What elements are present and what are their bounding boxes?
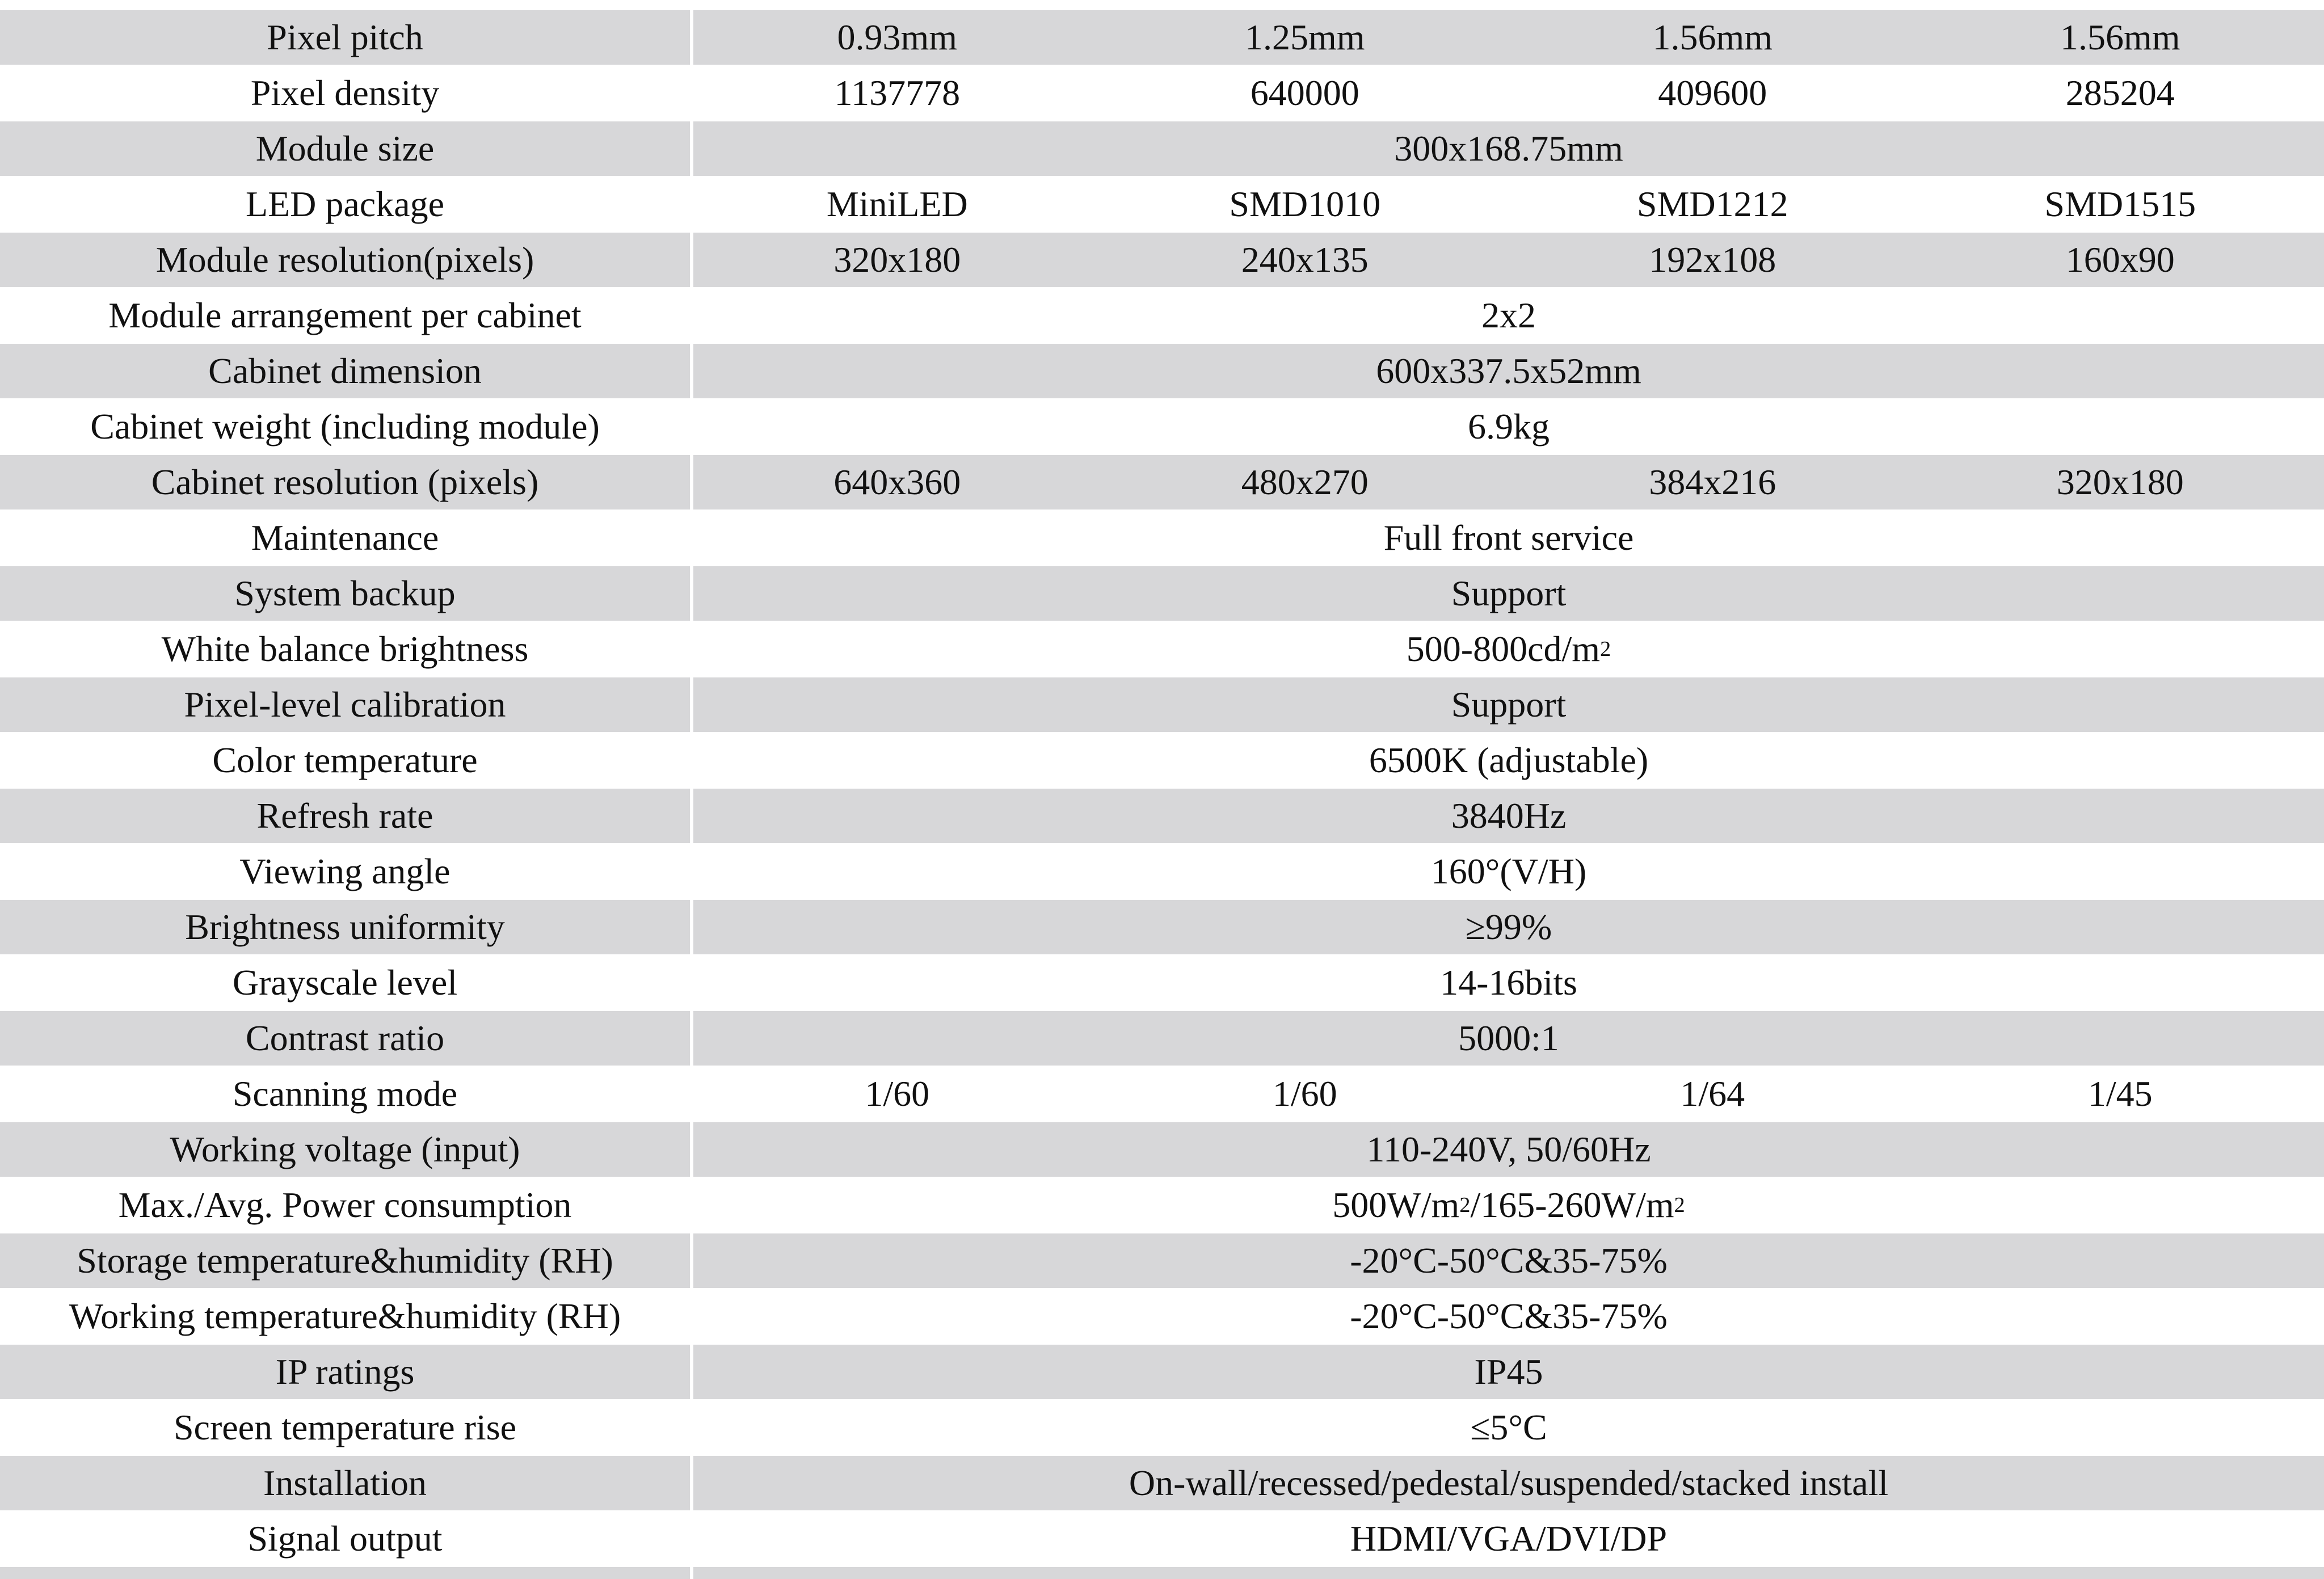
- value-cell: SMD1010: [1229, 184, 1381, 224]
- value-cell: -20°C-50°C&35-75%: [1350, 1296, 1668, 1336]
- table-row-storage-temperature: [0, 1233, 2324, 1289]
- row-label: Max./Avg. Power consumption: [0, 1178, 693, 1232]
- row-values: [693, 177, 2324, 231]
- value-cell: 480x270: [1101, 455, 1509, 510]
- value-cell: 1/45: [2087, 1073, 2153, 1114]
- value-cell: 300x168.75mm: [693, 121, 2324, 176]
- value-cell: 409600: [1658, 73, 1767, 113]
- row-values: [693, 344, 2324, 398]
- table-row-cabinet-resolution: [0, 455, 2324, 511]
- row-values: [693, 66, 2324, 120]
- row-values: [693, 233, 2324, 287]
- value-cell: 320x180: [1917, 455, 2324, 510]
- value-cell: 2x2: [1481, 295, 1536, 335]
- value-cell: 320x180: [693, 233, 1101, 287]
- row-values: [693, 1400, 2324, 1455]
- table-row-cabinet-weight: [0, 399, 2324, 455]
- row-label: Brightness uniformity: [0, 900, 693, 954]
- value-cell: 1/64: [1680, 1073, 1745, 1114]
- partial-row-value-cell: [693, 1567, 2324, 1579]
- table-row-pixel-density: [0, 66, 2324, 121]
- value-cell: 3840Hz: [693, 789, 2324, 843]
- spec-table: [0, 10, 2324, 1567]
- value-cell: SMD1515: [2044, 184, 2196, 224]
- value-cell: 160°(V/H): [1430, 851, 1587, 891]
- table-row-module-arrangement: [0, 288, 2324, 344]
- value-cell: On-wall/recessed/pedestal/suspended/stacked install: [693, 1456, 2324, 1510]
- row-label: IP ratings: [0, 1345, 693, 1399]
- table-row-cabinet-dimension: [0, 344, 2324, 399]
- row-label: Contrast ratio: [0, 1011, 693, 1066]
- value-cell: 384x216: [1509, 455, 1917, 510]
- row-label: Refresh rate: [0, 789, 693, 843]
- value-cell: 500W/m 2 /165-260W/m 2: [1332, 1185, 1685, 1225]
- value-cell: SMD1212: [1636, 184, 1788, 224]
- row-values: [693, 1233, 2324, 1288]
- table-row-brightness-uniformity: [0, 900, 2324, 955]
- row-values: [693, 10, 2324, 65]
- value-cell: 6500K (adjustable): [1369, 740, 1649, 780]
- value-cell: 192x108: [1509, 233, 1917, 287]
- value-cell: 600x337.5x52mm: [693, 344, 2324, 398]
- row-label: System backup: [0, 566, 693, 621]
- value-cell: 1.56mm: [1509, 10, 1917, 65]
- row-label: Cabinet weight (including module): [0, 399, 693, 454]
- value-cell: 0.93mm: [693, 10, 1101, 65]
- value-cell: 1137778: [834, 73, 961, 113]
- value-cell: 1/60: [865, 1073, 930, 1114]
- row-values: [693, 511, 2324, 565]
- value-cell: ≥99%: [693, 900, 2324, 954]
- value-cell: 110-240V, 50/60Hz: [693, 1122, 2324, 1177]
- row-label: White balance brightness: [0, 622, 693, 676]
- row-values: [693, 789, 2324, 843]
- value-cell: 5000:1: [693, 1011, 2324, 1066]
- row-label: Screen temperature rise: [0, 1400, 693, 1455]
- value-cell: 1.56mm: [1917, 10, 2324, 65]
- table-row-maintenance: [0, 511, 2324, 566]
- table-row-partial: [0, 1567, 2324, 1579]
- row-label: Maintenance: [0, 511, 693, 565]
- value-cell: 500-800cd/m 2: [1406, 629, 1611, 669]
- table-row-module-size: [0, 121, 2324, 177]
- row-values: [693, 844, 2324, 899]
- value-cell: ≤5°C: [1470, 1407, 1547, 1447]
- row-values: [693, 1345, 2324, 1399]
- value-cell: 6.9kg: [1468, 406, 1550, 447]
- table-row-system-backup: [0, 566, 2324, 622]
- table-row-signal-output: [0, 1511, 2324, 1567]
- table-row-contrast-ratio: [0, 1011, 2324, 1067]
- row-values: [693, 622, 2324, 676]
- row-label: Installation: [0, 1456, 693, 1510]
- table-row-ip-ratings: [0, 1345, 2324, 1400]
- row-values: [693, 1122, 2324, 1177]
- row-label: LED package: [0, 177, 693, 231]
- table-row-led-package: [0, 177, 2324, 233]
- row-values: [693, 1289, 2324, 1344]
- table-row-screen-temperature-rise: [0, 1400, 2324, 1456]
- value-cell: 285204: [2065, 73, 2175, 113]
- row-values: [693, 733, 2324, 788]
- table-row-working-temperature: [0, 1289, 2324, 1345]
- row-label: Pixel pitch: [0, 10, 693, 65]
- row-label: Module resolution(pixels): [0, 233, 693, 287]
- table-row-scanning-mode: [0, 1067, 2324, 1122]
- row-values: [693, 455, 2324, 510]
- value-cell: 1/60: [1272, 1073, 1337, 1114]
- value-cell: Support: [693, 677, 2324, 732]
- value-cell: 240x135: [1101, 233, 1509, 287]
- value-cell: 160x90: [1917, 233, 2324, 287]
- table-row-pixel-pitch: [0, 10, 2324, 66]
- table-row-working-voltage: [0, 1122, 2324, 1178]
- value-cell: 1.25mm: [1101, 10, 1509, 65]
- row-values: [693, 399, 2324, 454]
- row-label: Scanning mode: [0, 1067, 693, 1121]
- partial-row-label-cell: [0, 1567, 693, 1579]
- row-values: [693, 1067, 2324, 1121]
- row-label: Pixel-level calibration: [0, 677, 693, 732]
- row-label: Module arrangement per cabinet: [0, 288, 693, 343]
- value-cell: Full front service: [1383, 517, 1634, 558]
- row-label: Signal output: [0, 1511, 693, 1566]
- value-cell: -20°C-50°C&35-75%: [693, 1233, 2324, 1288]
- row-values: [693, 1456, 2324, 1510]
- row-label: Storage temperature&humidity (RH): [0, 1233, 693, 1288]
- row-values: [693, 1178, 2324, 1232]
- row-label: Viewing angle: [0, 844, 693, 899]
- row-label: Grayscale level: [0, 955, 693, 1010]
- value-cell: HDMI/VGA/DVI/DP: [1350, 1518, 1668, 1559]
- row-label: Module size: [0, 121, 693, 176]
- row-values: [693, 121, 2324, 176]
- value-cell: 640x360: [693, 455, 1101, 510]
- row-label: Pixel density: [0, 66, 693, 120]
- row-label: Working voltage (input): [0, 1122, 693, 1177]
- row-values: [693, 955, 2324, 1010]
- value-cell: MiniLED: [826, 184, 968, 224]
- row-values: [693, 566, 2324, 621]
- table-row-module-resolution: [0, 233, 2324, 288]
- table-row-refresh-rate: [0, 789, 2324, 844]
- value-cell: IP45: [693, 1345, 2324, 1399]
- value-cell: 14-16bits: [1440, 962, 1577, 1003]
- row-values: [693, 288, 2324, 343]
- table-row-color-temperature: [0, 733, 2324, 789]
- row-values: [693, 1011, 2324, 1066]
- row-values: [693, 1511, 2324, 1566]
- row-label: Working temperature&humidity (RH): [0, 1289, 693, 1344]
- row-values: [693, 677, 2324, 732]
- table-row-power-consumption: [0, 1178, 2324, 1233]
- value-cell: Support: [693, 566, 2324, 621]
- row-values: [693, 900, 2324, 954]
- table-row-installation: [0, 1456, 2324, 1511]
- row-label: Color temperature: [0, 733, 693, 788]
- table-row-white-balance-brightness: [0, 622, 2324, 677]
- row-label: Cabinet dimension: [0, 344, 693, 398]
- value-cell: 640000: [1250, 73, 1359, 113]
- row-label: Cabinet resolution (pixels): [0, 455, 693, 510]
- table-row-viewing-angle: [0, 844, 2324, 900]
- table-row-grayscale-level: [0, 955, 2324, 1011]
- table-row-pixel-level-calibration: [0, 677, 2324, 733]
